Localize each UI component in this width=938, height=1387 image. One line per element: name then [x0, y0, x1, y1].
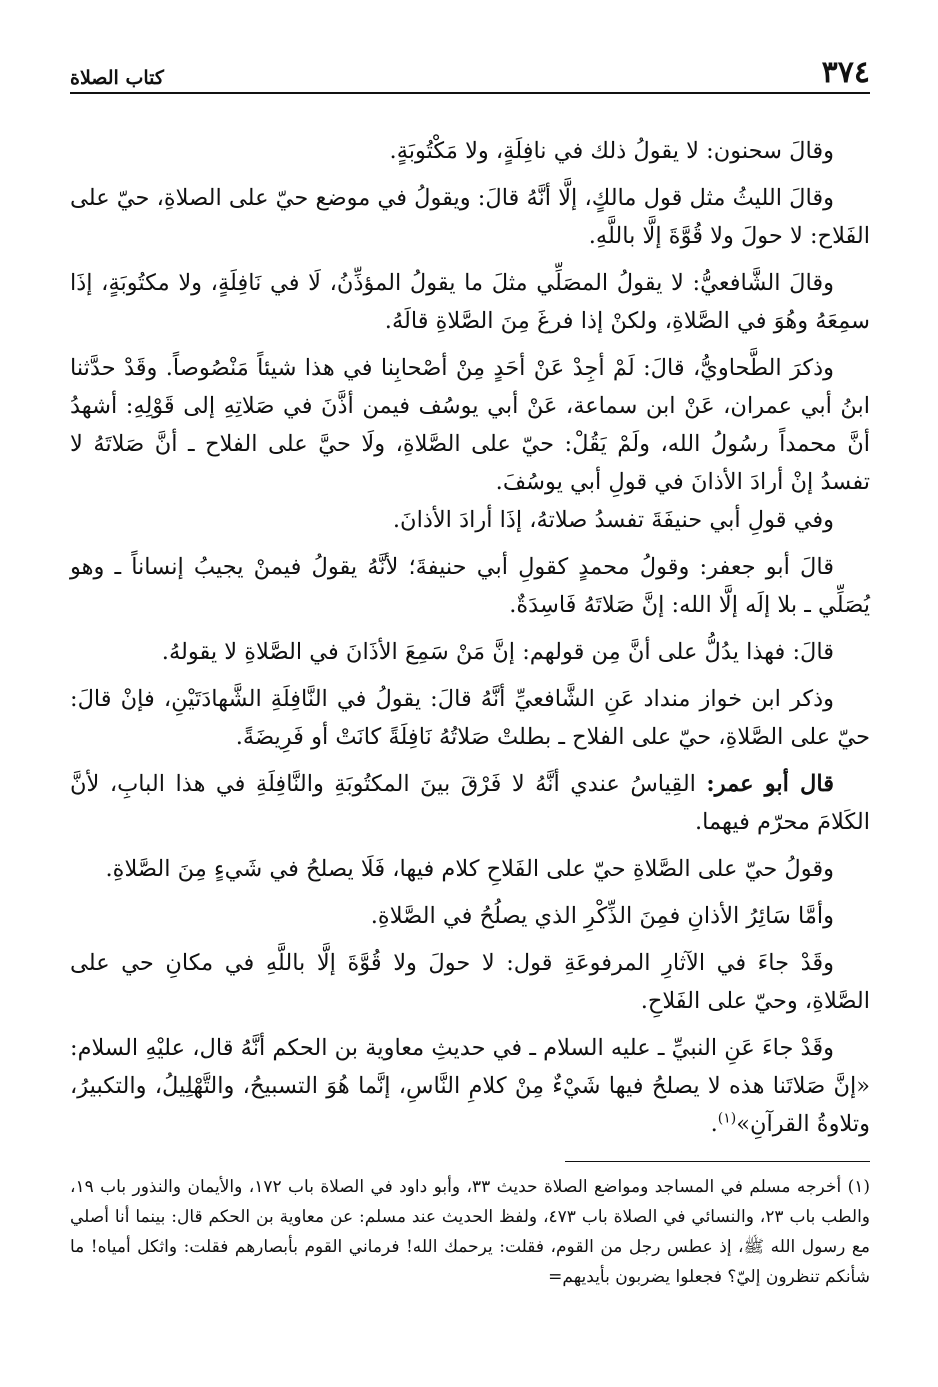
paragraph: وقالَ الليثُ مثل قول مالكٍ، إلَّا أنَّهُ قالَ: ويقولُ في موضع حيّ على الصلاةِ، حيّ على الفَلاح: لا حولَ ولا قُوَّةَ إلَّا باللَّهِ. — [70, 185, 870, 249]
paragraph: وذكر ابن خواز منداد عَنِ الشَّافعيِّ أنَّهُ قالَ: يقولُ في النَّافِلَةِ الشَّهادَتَيْنِ، فإنْ قالَ: حيّ على الصَّلاةِ، حيّ على الفلاح ـ بطلتْ صَلاتُهُ نَافِلَةً كانَتْ أو فَرِيضَةً. — [70, 686, 870, 750]
book-page — [70, 44, 870, 1374]
chapter-title: كتاب الصلاة — [70, 67, 164, 89]
running-header — [70, 44, 870, 94]
paragraph: وقالَ الشَّافعيُّ: لا يقولُ المصَلِّي مثلَ ما يقولُ المؤذِّنُ، لَا في نَافِلَةٍ، ولا مكتُوبَةٍ، إذَا سمِعَهُ وهُوَ في الصَّلاةِ، ولكنْ إذا فرغَ مِنَ الصَّلاةِ قالَهُ. — [70, 270, 870, 334]
paragraph: وذكرَ الطَّحاويُّ، قالَ: لَمْ أجِدْ عَنْ أحَدٍ مِنْ أصْحابِنا في هذا شيئاً مَنْصُوصاً. وقَدْ حدَّثنا ابنُ أبي عمران، عَنْ ابن سماعة، عَنْ أبي يوسُف فيمن أذَّنَ في صَلاتِهِ إلى قَوْلِهِ: أشهدُ أنَّ محمداً رسُولُ الله، ولَمْ يَقُلْ: حيّ على الصَّلاةِ، ولَا حيَّ على الفلاح ـ أنَّ صَلاتَهُ لا تفسدُ إنْ أرادَ الأذانَ في قولِ أبي يوسُفَ. — [70, 355, 870, 495]
footnote-separator — [565, 1161, 870, 1162]
footnote-reference[interactable]: (١) — [717, 1110, 737, 1127]
paragraph: وقولُ حيّ على الصَّلاةِ حيّ على الفَلاحِ كلام فيها، فَلَا يصلحُ في شَيءٍ مِنَ الصَّلاةِ. — [105, 856, 834, 882]
footnote — [70, 1172, 870, 1292]
paragraph: قالَ أبو جعفر: وقولُ محمدٍ كقولِ أبي حنيفةَ؛ لأنَّهُ يقولُ فيمنْ يجيبُ إنساناً ـ وهو يُصَلِّي ـ بلا إلَه إلَّا الله: إنَّ صَلاتَهُ فَاسِدَةٌ. — [70, 554, 870, 618]
paragraph: وقَدْ جاءَ في الآثارِ المرفوعَةِ قول: لا حولَ ولا قُوَّةَ إلَّا باللَّهِ في مكانِ حي على الصَّلاةِ، وحيّ على الفَلاحِ. — [70, 950, 870, 1014]
paragraph: قالَ: فهذا يدُلُّ على أنَّ مِن قولهم: إنَّ مَنْ سَمِعَ الأذَانَ في الصَّلاةِ لا يقولهُ. — [161, 639, 834, 665]
paragraph-end: . — [710, 1111, 718, 1137]
footnote-text: (١) أخرجه مسلم في المساجد ومواضع الصلاة حديث ٣٣، وأبو داود في الصلاة باب ١٧٢، والأيمان والنذور باب ١٩، والطب باب ٢٣، والنسائي في الصلاة باب ٤٧٣، ولفظ الحديث عند مسلم: عن معاوية بن الحكم قال: بينما أنا أصلي مع رسول الله ﷺ، إذ عطس رجل من القوم، فقلت: يرحمك الله! فرماني القوم بأبصارهم فقلت: واثكل أمياه! ما شأنكم تنظرون إليّ؟ فجعلوا يضربون بأيديهم= — [70, 1177, 870, 1287]
paragraph: وفي قولِ أبي حنيفَةَ تفسدُ صلاتهُ، إذَا أرادَ الأذانَ. — [392, 507, 834, 533]
paragraph: وقالَ سحنون: لا يقولُ ذلك في نافِلَةٍ، ولا مَكْتُوبَةٍ. — [389, 138, 834, 164]
paragraph-text: القِياسُ عندي أنَّهُ لا فَرْقَ بينَ المكتُوبَةِ والنَّافِلَةِ في هذا البابِ، لأنَّ الكَلامَ محرّم فيهما. — [70, 771, 870, 835]
page-number: ٣٧٤ — [821, 55, 870, 90]
paragraph-text: وقَدْ جاءَ عَنِ النبيِّ ـ عليه السلام ـ في حديثِ معاوية بن الحكم أنَّهُ قال، عليْهِ السلام: «إنَّ صَلاتَنا هذه لا يصلحُ فيها شَيْءٌ مِنْ كلامِ النَّاسِ، إنَّما هُوَ التسبيحُ، والتَّهْلِيلُ، والتكبيرُ، وتلاوةُ القرآنِ» — [70, 1035, 870, 1137]
paragraph: وأمَّا سَائِرُ الأذانِ فمِنَ الذِّكْرِ الذي يصلُحُ في الصَّلاةِ. — [370, 903, 834, 929]
speaker-label: قال أبو عمر: — [706, 771, 834, 797]
paragraph — [70, 765, 870, 841]
paragraph — [70, 1029, 870, 1143]
main-text — [70, 132, 870, 1143]
